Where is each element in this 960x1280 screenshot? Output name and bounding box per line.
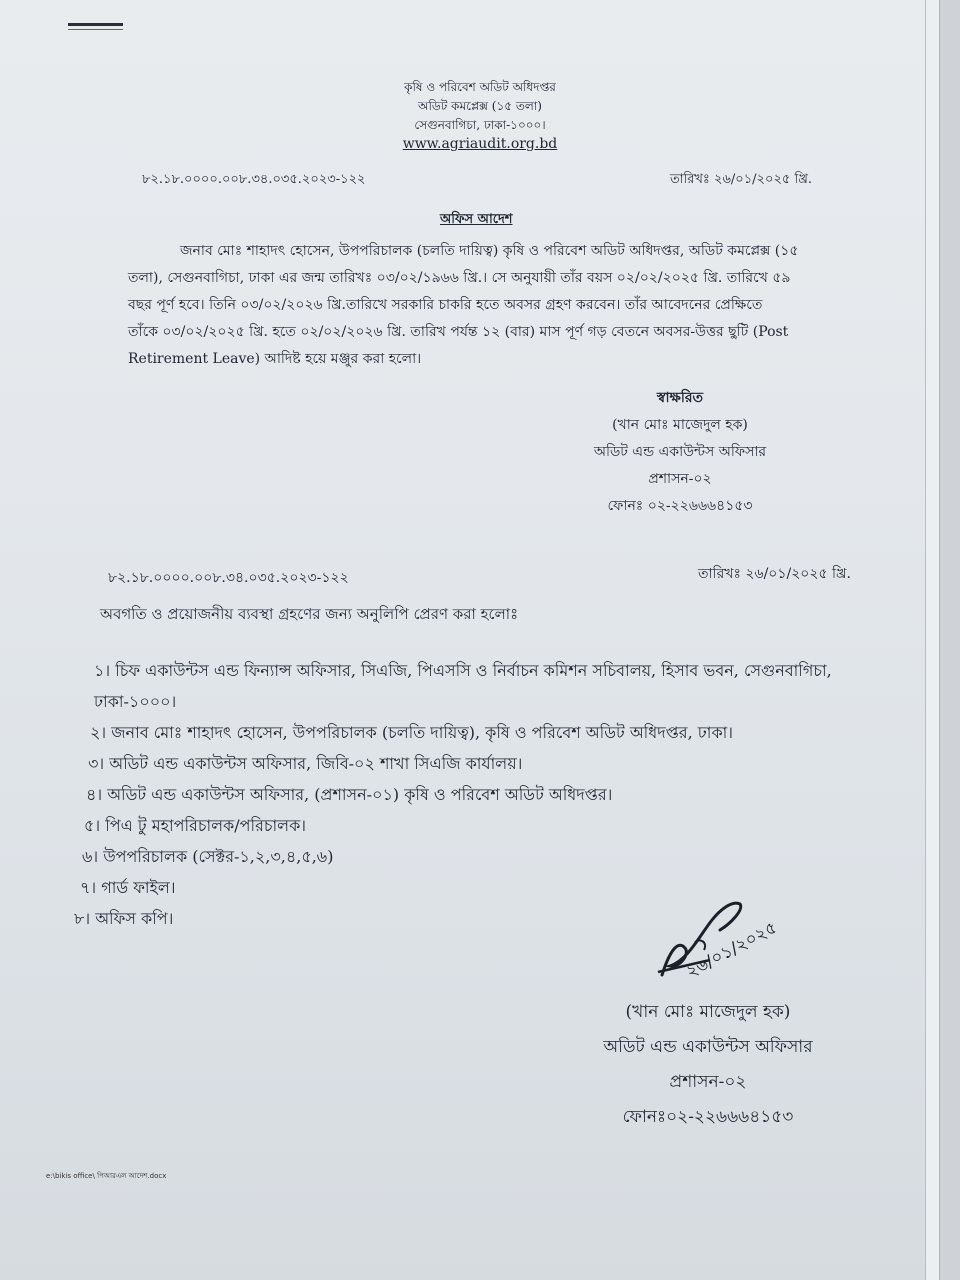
file-path-footer: e:\bikis office\ পিআরএল আদেশ.docx xyxy=(46,1172,167,1180)
body-line: তলা), সেগুনবাগিচা, ঢাকা এর জন্ম তারিখঃ ০৩/০২/১৯৬৬ খ্রি.। সে অনুযায়ী তাঁর বয়স ০২/০২/২০২৫ খ্রি. তারিখে ৫৯ xyxy=(128,270,791,286)
body-line: জনাব মোঃ শাহাদৎ হোসেন, উপপরিচালক (চলতি দায়িত্ব) কৃষি ও পরিবেশ অডিট অধিদপ্তর, অডিট কমপ্লেক্স (১৫ xyxy=(180,243,799,259)
signature-block-2 xyxy=(590,995,826,1135)
top-mark xyxy=(68,23,123,26)
order-body xyxy=(128,238,850,373)
memo-number-2: ৮২.১৮.০০০০.০০৮.৩৪.০৩৫.২০২৩-১২২ xyxy=(108,570,349,586)
body-line: Retirement Leave) আদিষ্ট হয়ে মঞ্জুর করা হলো। xyxy=(128,351,422,367)
page-title: অফিস আদেশ xyxy=(440,212,513,227)
list-item: ২। জনাব মোঃ শাহাদৎ হোসেন, উপপরিচালক (চলতি দায়িত্ব), কৃষি ও পরিবেশ অডিট অধিদপ্তর, ঢাকা। xyxy=(90,723,734,742)
signer-designation: অডিট এন্ড একাউন্টস অফিসার xyxy=(593,444,767,460)
signed-label: স্বাক্ষরিত xyxy=(656,390,704,406)
list-item: ঢাকা-১০০০। xyxy=(94,692,177,711)
signer-name: (খান মোঃ মাজেদুল হক) xyxy=(625,1002,791,1022)
cc-intro: অবগতি ও প্রয়োজনীয় ব্যবস্থা গ্রহণের জন্য অনুলিপি প্রেরণ করা হলোঃ xyxy=(100,605,519,623)
signer-phone: ফোনঃ ০২-২২৬৬৬৪১৫৩ xyxy=(607,498,753,514)
signature-block-1 xyxy=(560,385,800,520)
address: সেগুনবাগিচা, ঢাকা-১০০০। xyxy=(414,118,546,132)
list-item: ৪। অডিট এন্ড একাউন্টস অফিসার, (প্রশাসন-০১) কৃষি ও পরিবেশ অডিট অধিদপ্তর। xyxy=(86,785,613,804)
stacked-page-edge xyxy=(925,0,940,1280)
body-line: বছর পূর্ণ হবে। তিনি ০৩/০২/২০২৬ খ্রি.তারিখে সরকারি চাকরি হতে অবসর গ্রহণ করবেন। তাঁর আবেদনের প্রেক্ষিতে xyxy=(128,297,763,313)
list-item: ৩। অডিট এন্ড একাউন্টস অফিসার, জিবি-০২ শাখা সিএজি কার্যালয়। xyxy=(88,754,523,773)
memo-number: ৮২.১৮.০০০০.০০৮.৩৪.০৩৫.২০২৩-১২২ xyxy=(142,172,366,187)
memo-date: তারিখঃ ২৬/০১/২০২৫ খ্রি. xyxy=(670,172,812,187)
website-link[interactable]: www.agriaudit.org.bd xyxy=(402,136,558,152)
signer-designation: অডিট এন্ড একাউন্টস অফিসার xyxy=(603,1037,813,1057)
signer-section: প্রশাসন-০২ xyxy=(648,471,712,487)
list-item: ৭। গার্ড ফাইল। xyxy=(80,878,176,897)
memo-date-2: তারিখঃ ২৬/০১/২০২৫ খ্রি. xyxy=(698,566,851,582)
body-line: তাঁকে ০৩/০২/২০২৫ খ্রি. হতে ০২/০২/২০২৬ খ্রি. তারিখ পর্যন্ত ১২ (বার) মাস পূর্ণ গড় বেতনে অবসর-উত্তর ছুটি (Post xyxy=(128,324,789,340)
signer-phone: ফোনঃ০২-২২৬৬৬৪১৫৩ xyxy=(622,1107,794,1127)
signature-date: ২৬/০১/২০২৫ xyxy=(682,917,781,983)
signer-name: (খান মোঃ মাজেদুল হক) xyxy=(612,417,748,433)
list-item: ৮। অফিস কপি। xyxy=(74,909,174,928)
letterhead xyxy=(360,78,600,154)
handwritten-signature xyxy=(640,880,800,990)
signer-section: প্রশাসন-০২ xyxy=(669,1072,747,1092)
top-mark-thin xyxy=(68,29,123,30)
dept-name: কৃষি ও পরিবেশ অডিট অধিদপ্তর xyxy=(404,80,556,94)
list-item: ৬। উপপরিচালক (সেক্টর-১,২,৩,৪,৫,৬) xyxy=(82,847,334,866)
list-item: ৫। পিএ টু মহাপরিচালক/পরিচালক। xyxy=(84,816,306,835)
list-item: ১। চিফ একাউন্টস এন্ড ফিন্যান্স অফিসার, সিএজি, পিএসসি ও নির্বাচন কমিশন সচিবালয়, হিসাব ভবন, সেগুনবাগিচা, xyxy=(94,661,832,680)
stacked-page-edge xyxy=(939,0,960,1280)
complex-name: অডিট কমপ্লেক্স (১৫ তলা) xyxy=(418,99,542,113)
